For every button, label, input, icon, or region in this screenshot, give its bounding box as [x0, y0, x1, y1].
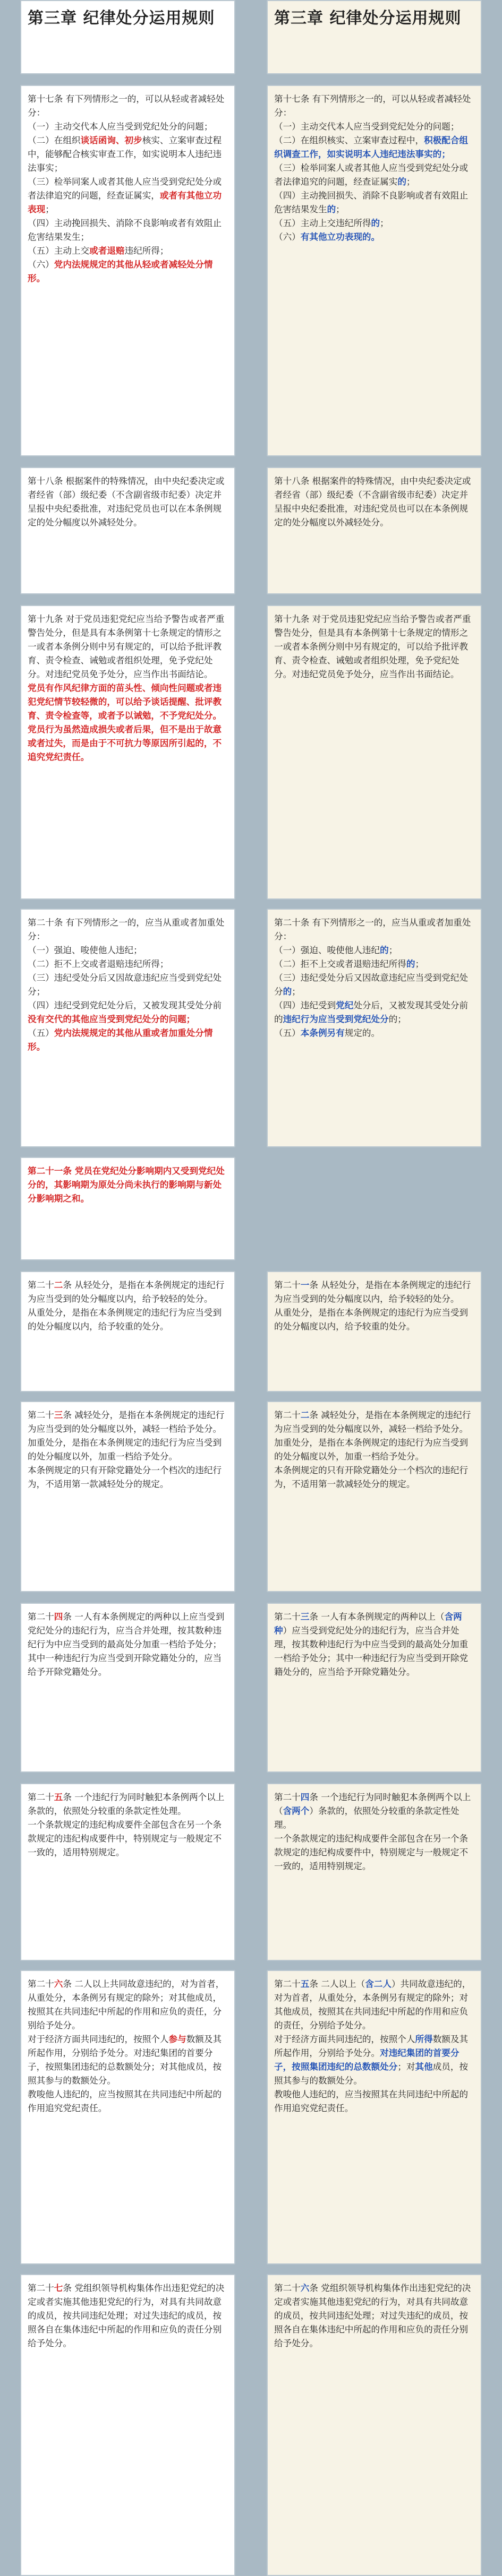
highlighted-text: 的 [283, 987, 292, 997]
new-article-card [267, 1970, 482, 2264]
paragraph-text: 加重处分，是指在本条例规定的违纪行为应当受到的处分幅度以外，加重一档给予处分。 [274, 1438, 469, 1462]
highlighted-text: 四 [300, 1792, 310, 1802]
article-paragraph [28, 971, 228, 999]
paragraph-text: ； [45, 204, 54, 214]
article-paragraph [28, 92, 228, 120]
highlighted-text: 三 [300, 1612, 310, 1622]
highlighted-text: 有其他立功表现的。 [300, 232, 380, 242]
article-paragraph [274, 92, 474, 120]
paragraph-text: 第二十 [274, 1612, 301, 1622]
highlighted-text: 本条例另有 [300, 1028, 345, 1038]
article-paragraph [28, 1791, 228, 1818]
paragraph-text: （五）主动上交违纪所得 [274, 218, 371, 228]
paragraph-text: 数额及其所起作用，分别给予处分。对违纪集团的首要分子，按照集团违纪的总数额处分；对其他成员，按照其参与的数额处分。 [28, 2034, 222, 2086]
paragraph-text: 条 党组织领导机构集体作出违犯党纪的决定或者实施其他违犯党纪的行为，对具有共同故意的成员，按共同违纪处理；对过失违纪的成员，按照各自在集体违纪中所起的作用和应负的责任分别给予处分。 [274, 2283, 471, 2348]
old-article-card [20, 1271, 235, 1392]
article-paragraph [28, 1818, 228, 1860]
article-paragraph [274, 916, 474, 944]
highlighted-text: 二 [54, 1280, 63, 1290]
article-paragraph [274, 999, 474, 1026]
paragraph-text: 第二十 [28, 1280, 54, 1290]
paragraph-text: （三）检举同案人或者其他人应当受到党纪处分或者法律追究的问题，经查证属实， [28, 177, 222, 201]
highlighted-text: 的 [406, 959, 415, 969]
highlighted-text: 的 [327, 204, 336, 214]
old-chapter-title-card [20, 0, 235, 74]
paragraph-text: 规定的。 [344, 1028, 380, 1038]
new-chapter-title-card [267, 0, 482, 74]
paragraph-text: ）共同故意违纪的，对为首者，从重处分，本条例另有规定的除外；对其他成员，按照其在共同违纪中所起的作用和应负的责任，分别给予处分。 [274, 1979, 471, 2030]
paragraph-text: 条 一个违纪行为同时触犯本条例两个以上条款的，依照处分较重的条款定性处理。 [28, 1792, 225, 1816]
highlighted-text: 党纪 [336, 1000, 354, 1010]
paragraph-text: 从重处分，是指在本条例规定的违纪行为应当受到的处分幅度以内，给予较重的处分。 [274, 1308, 469, 1332]
paragraph-text: 加重处分，是指在本条例规定的违纪行为应当受到的处分幅度以外，加重一档给予处分。 [28, 1438, 222, 1462]
article-paragraph [28, 612, 228, 681]
paragraph-text: 处分后，又被发现其受处分前的 [274, 1000, 469, 1024]
highlighted-text: 的 [397, 177, 406, 187]
old-article-card [20, 85, 235, 456]
article-paragraph [274, 1306, 474, 1334]
article-paragraph [28, 1164, 228, 1206]
paragraph-text: 第二十条 有下列情形之一的，应当从重或者加重处分： [274, 918, 471, 941]
highlighted-text: 所得 [415, 2034, 433, 2044]
new-chapter-title: 第三章 纪律处分运用规则 [274, 9, 462, 28]
paragraph-text: ； [388, 945, 398, 955]
article-paragraph [274, 1832, 474, 1873]
old-article-card [20, 909, 235, 1147]
paragraph-text: 第十九条 对于党员违犯党纪应当给予警告或者严重警告处分，但是具有本条例第十七条规定的情形之一或者本条例分则中另有规定的，可以给予批评教育、责令检查、诫勉或者组织处理，免予党纪处分。对违纪党员免予处分，应当作出书面结论。 [274, 614, 471, 679]
paragraph-text: 第十八条 根据案件的特殊情况，由中央纪委决定或者经省（部）级纪委（不含副省级市纪委）决定并呈报中央纪委批准，对违纪党员也可以在本条例规定的处分幅度以外减轻处分。 [274, 476, 471, 528]
highlighted-text: 的 [371, 218, 380, 228]
paragraph-text: （二）拒不上交或者退赔违纪所得 [274, 959, 406, 969]
paragraph-text: 本条例规定的只有开除党籍处分一个档次的违纪行为，不适用第一款减轻处分的规定。 [28, 1465, 222, 1489]
article-paragraph [274, 1977, 474, 2033]
highlighted-text: 没有交代的其他应当受到党纪处分的问题； [28, 1014, 195, 1024]
highlighted-text: 第二十一条 党员在党纪处分影响期内又受到党纪处分的，其影响期为原处分尚未执行的影响期与新处分影响期之和。 [28, 1166, 225, 1204]
highlighted-text: 其他 [415, 2062, 433, 2072]
article-paragraph [28, 916, 228, 944]
paragraph-text: 条 从轻处分，是指在本条例规定的违纪行为应当受到的处分幅度以内，给予较轻的处分。 [274, 1280, 471, 1304]
new-version-column [267, 0, 482, 2576]
article-paragraph [28, 175, 228, 217]
highlighted-text: 七 [54, 2283, 63, 2293]
paragraph-text: （五）主动上交 [28, 246, 90, 256]
article-paragraph [274, 971, 474, 999]
old-article-card [20, 1603, 235, 1773]
article-paragraph [28, 474, 228, 530]
highlighted-text: 党内法规规定的其他从轻或者减轻处分情形。 [28, 260, 213, 283]
article-paragraph [274, 957, 474, 971]
highlighted-text: 五 [54, 1792, 63, 1802]
old-article-card [20, 1157, 235, 1260]
paragraph-text: 第二十 [28, 1979, 54, 1989]
paragraph-text: （二）在组织 [28, 135, 81, 145]
old-article-card [20, 605, 235, 900]
paragraph-text: 条 从轻处分，是指在本条例规定的违纪行为应当受到的处分幅度以内，给予较轻的处分。 [28, 1280, 225, 1304]
old-article-card [20, 1401, 235, 1592]
article-paragraph [28, 1464, 228, 1491]
article-paragraph [274, 1610, 474, 1679]
paragraph-text: ）条款的，依照处分较重的条款定性处理。 [274, 1806, 460, 1830]
paragraph-text: 第二十 [28, 2283, 54, 2293]
article-paragraph [274, 217, 474, 230]
highlighted-text: 或者退赔 [89, 246, 125, 256]
paragraph-text: 第二十 [274, 2283, 301, 2293]
paragraph-text: （四）主动挽回损失、消除不良影响或者有效阻止危害结果发生； [28, 218, 222, 242]
article-paragraph [28, 2088, 228, 2115]
new-article-card [267, 2274, 482, 2576]
article-paragraph [28, 944, 228, 957]
paragraph-text: ； [415, 959, 424, 969]
paragraph-text: （一）强迫、唆使他人违纪 [274, 945, 380, 955]
highlighted-text: 二 [300, 1410, 310, 1420]
old-article-card [20, 1783, 235, 1961]
article-paragraph [28, 244, 228, 258]
paragraph-text: 数额及其所起作用，分别给予处分。 [274, 2034, 469, 2058]
new-article-card [267, 1603, 482, 1773]
highlighted-text: 对违纪集团的首要分子，按照集团违纪的总数额处分 [274, 2048, 460, 2072]
article-paragraph [28, 723, 228, 764]
paragraph-text: 第二十条 有下列情形之一的，应当从重或者加重处分： [28, 918, 225, 941]
paragraph-text: ）应当受到党纪处分的违纪行为，应当合并处理，按其数种违纪行为中应当受到的最高处分加重一档给予处分；其中一种违纪行为应当受到开除党籍处分的，应当给予开除党籍处分。 [274, 1626, 469, 1677]
paragraph-text: 从重处分，是指在本条例规定的违纪行为应当受到的处分幅度以内，给予较重的处分。 [28, 1308, 222, 1332]
paragraph-text: ； [406, 177, 415, 187]
article-paragraph [274, 161, 474, 189]
paragraph-text: 对于经济方面共同违纪的，按照个人 [274, 2034, 415, 2044]
old-article-card [20, 2274, 235, 2576]
article-paragraph [274, 230, 474, 244]
paragraph-text: 教唆他人违纪的，应当按照其在共同违纪中所起的作用追究党纪责任。 [274, 2089, 469, 2113]
highlighted-text: 党员有作风纪律方面的苗头性、倾向性问题或者违犯党纪情节较轻微的，可以给予谈话提醒、批评教育、责令检查等，或者予以诫勉，不予党纪处分。 [28, 683, 222, 721]
new-article-card [267, 909, 482, 1147]
new-article-card [267, 1783, 482, 1961]
article-paragraph [28, 1408, 228, 1436]
highlighted-text: 四 [54, 1612, 63, 1622]
article-paragraph [274, 2033, 474, 2088]
new-article-card [267, 85, 482, 456]
highlighted-text: 积极配合组织调查工作 [274, 135, 469, 159]
highlighted-text: 党员行为虽然造成损失或者后果，但不是出于故意或者过失，而是由于不可抗力等原因所引起的，不追究党纪责任。 [28, 724, 222, 762]
article-paragraph [274, 189, 474, 217]
highlighted-text: 或者有其他立功表现 [28, 191, 222, 214]
paragraph-text: ； [292, 987, 301, 997]
paragraph-text: 第二十 [274, 1280, 301, 1290]
new-article-card [267, 1401, 482, 1592]
article-paragraph [274, 1464, 474, 1491]
paragraph-text: （三）违纪受处分后又因故意违纪应当受到党纪处分； [28, 973, 222, 997]
article-paragraph [274, 474, 474, 530]
highlighted-text: 含两种 [274, 1612, 462, 1636]
paragraph-text: （五） [28, 1028, 54, 1038]
article-paragraph [274, 1791, 474, 1832]
article-paragraph [28, 1436, 228, 1464]
paragraph-text: （一）主动交代本人应当受到党纪处分的问题； [28, 122, 213, 132]
highlighted-text: 六 [54, 1979, 63, 1989]
new-article-card [267, 467, 482, 594]
highlighted-text: 含两个 [283, 1806, 310, 1816]
article-paragraph [274, 612, 474, 681]
paragraph-text: 教唆他人违纪的，应当按照其在共同违纪中所起的作用追究党纪责任。 [28, 2089, 222, 2113]
paragraph-text: ；对 [397, 2062, 415, 2072]
article-paragraph [28, 1610, 228, 1679]
article-paragraph [274, 1436, 474, 1464]
article-paragraph [28, 134, 228, 175]
paragraph-text: 条 一人有本条例规定的两种以上应当受到党纪处分的违纪行为，应当合并处理，按其数种违纪行为中应当受到的最高处分加重一档给予处分；其中一种违纪行为应当受到开除党籍处分的，应当给予开除党籍处分。 [28, 1612, 225, 1677]
paragraph-text: 第二十 [274, 1410, 301, 1420]
old-chapter-title: 第三章 纪律处分运用规则 [28, 9, 215, 28]
article-paragraph [28, 2033, 228, 2088]
paragraph-text: 第二十 [28, 1792, 54, 1802]
paragraph-text: ； [336, 204, 345, 214]
paragraph-text: （三）检举同案人或者其他人应当受到党纪处分或者法律追究的问题，经查证属实 [274, 163, 469, 187]
paragraph-text: 第十八条 根据案件的特殊情况，由中央纪委决定或者经省（部）级纪委（不含副省级市纪委）决定并呈报中央纪委批准，对违纪党员也可以在本条例规定的处分幅度以外减轻处分。 [28, 476, 225, 528]
article-paragraph [274, 2281, 474, 2350]
highlighted-text: 含二人 [365, 1979, 392, 1989]
paragraph-text: 一个条款规定的违纪构成要件全部包含在另一个条款规定的违纪构成要件中，特别规定与一般规定不一致的，适用特别规定。 [274, 1834, 469, 1871]
paragraph-text: 第十九条 对于党员违犯党纪应当给予警告或者严重警告处分，但是具有本条例第十七条规定的情形之一或者本条例分则中另有规定的，可以给予批评教育、责令检查、诫勉或者组织处理，免予党纪处分。对违纪党员免予处分，应当作出书面结论。 [28, 614, 225, 679]
paragraph-text: （一）主动交代本人应当受到党纪处分的问题； [274, 122, 460, 132]
paragraph-text: ； [380, 218, 389, 228]
highlighted-text: ，如实说明本人违纪违法事实的； [318, 149, 450, 159]
paragraph-text: 条 二人以上共同故意违纪的，对为首者，从重处分，本条例另有规定的除外；对其他成员，按照其在共同违纪中所起的作用和应负的责任，分别给予处分。 [28, 1979, 225, 2030]
paragraph-text: 第二十 [274, 1979, 301, 1989]
article-paragraph [28, 1278, 228, 1306]
highlighted-text: 六 [300, 2283, 310, 2293]
article-paragraph [274, 120, 474, 134]
new-article-card [267, 605, 482, 900]
highlighted-text: 一 [300, 1280, 310, 1290]
old-article-card [20, 1970, 235, 2264]
paragraph-text: 违纪所得； [124, 246, 169, 256]
article-paragraph [274, 134, 474, 161]
article-paragraph [274, 1026, 474, 1040]
paragraph-text: 第二十 [28, 1410, 54, 1420]
paragraph-text: 对于经济方面共同违纪的，按照个人 [28, 2034, 169, 2044]
highlighted-text: 党内法规规定的其他从重或者加重处分情形。 [28, 1028, 213, 1052]
paragraph-text: 一个条款规定的违纪构成要件全部包含在另一个条款规定的违纪构成要件中，特别规定与一般规定不一致的，适用特别规定。 [28, 1820, 222, 1857]
highlighted-text: 违纪行为应当受到党纪处分 [283, 1014, 389, 1024]
paragraph-text: （四）违纪受到党纪处分后，又被发现其受处分前 [28, 1000, 222, 1010]
article-paragraph [274, 1278, 474, 1306]
paragraph-text: 条 减轻处分，是指在本条例规定的违纪行为应当受到的处分幅度以外，减轻一档给予处分。 [274, 1410, 471, 1434]
highlighted-text: 三 [54, 1410, 63, 1420]
article-paragraph [28, 957, 228, 971]
paragraph-text: 条 党组织领导机构集体作出违犯党纪的决定或者实施其他违犯党纪的行为，对具有共同故意的成员，按共同违纪处理；对过失违纪的成员，按照各自在集体违纪中所起的作用和应负的责任分别给予处分。 [28, 2283, 225, 2348]
paragraph-text: （四）主动挽回损失、消除不良影响或者有效阻止危害结果发生 [274, 191, 469, 214]
paragraph-text: 本条例规定的只有开除党籍处分一个档次的违纪行为，不适用第一款减轻处分的规定。 [274, 1465, 469, 1489]
paragraph-text: （二）拒不上交或者退赔违纪所得； [28, 959, 169, 969]
paragraph-text: （六） [28, 260, 54, 270]
paragraph-text: （三）违纪受处分后又因故意违纪应当受到党纪处分 [274, 973, 469, 997]
article-paragraph [28, 2281, 228, 2350]
paragraph-text: 第十七条 有下列情形之一的，可以从轻或者减轻处分： [28, 94, 225, 118]
highlighted-text: 五 [300, 1979, 310, 1989]
paragraph-text: 条 二人以上（ [309, 1979, 365, 1989]
paragraph-text: 条 减轻处分，是指在本条例规定的违纪行为应当受到的处分幅度以外，减轻一档给予处分。 [28, 1410, 225, 1434]
paragraph-text: 条 一个违纪行为同时触犯本条例两个以上（ [274, 1792, 471, 1816]
paragraph-text: 第二十 [274, 1792, 301, 1802]
highlighted-text: 参与 [168, 2034, 186, 2044]
article-paragraph [28, 217, 228, 244]
paragraph-text: 第十七条 有下列情形之一的，可以从轻或者减轻处分： [274, 94, 471, 118]
new-article-card [267, 1271, 482, 1392]
article-paragraph [274, 1408, 474, 1436]
paragraph-text: 成员，按照其参与的数额处分。 [274, 2062, 469, 2086]
paragraph-text: （四）违纪受到 [274, 1000, 336, 1010]
paragraph-text: 第二十 [28, 1612, 54, 1622]
highlighted-text: 谈话函询、初步 [80, 135, 142, 145]
paragraph-text: （五） [274, 1028, 301, 1038]
highlighted-text: 的 [380, 945, 389, 955]
paragraph-text: 条 一人有本条例规定的两种以上（ [309, 1612, 445, 1622]
article-paragraph [28, 999, 228, 1026]
paragraph-text: 核实、立案审查过程中，能够配合核实审查工作，如实说明本人违纪违法事实； [28, 135, 222, 173]
old-version-column [20, 0, 235, 2576]
article-paragraph [28, 1306, 228, 1334]
article-paragraph [28, 1026, 228, 1054]
paragraph-text: （二）在组织核实、立案审查过程中， [274, 135, 424, 145]
paragraph-text: （一）强迫、唆使他人违纪； [28, 945, 142, 955]
article-paragraph [274, 944, 474, 957]
article-paragraph [28, 258, 228, 286]
article-paragraph [274, 2088, 474, 2115]
article-paragraph [28, 120, 228, 134]
article-paragraph [28, 681, 228, 723]
paragraph-text: （六） [274, 232, 301, 242]
paragraph-text: 的； [388, 1014, 406, 1024]
article-paragraph [28, 1977, 228, 2033]
old-article-card [20, 467, 235, 594]
